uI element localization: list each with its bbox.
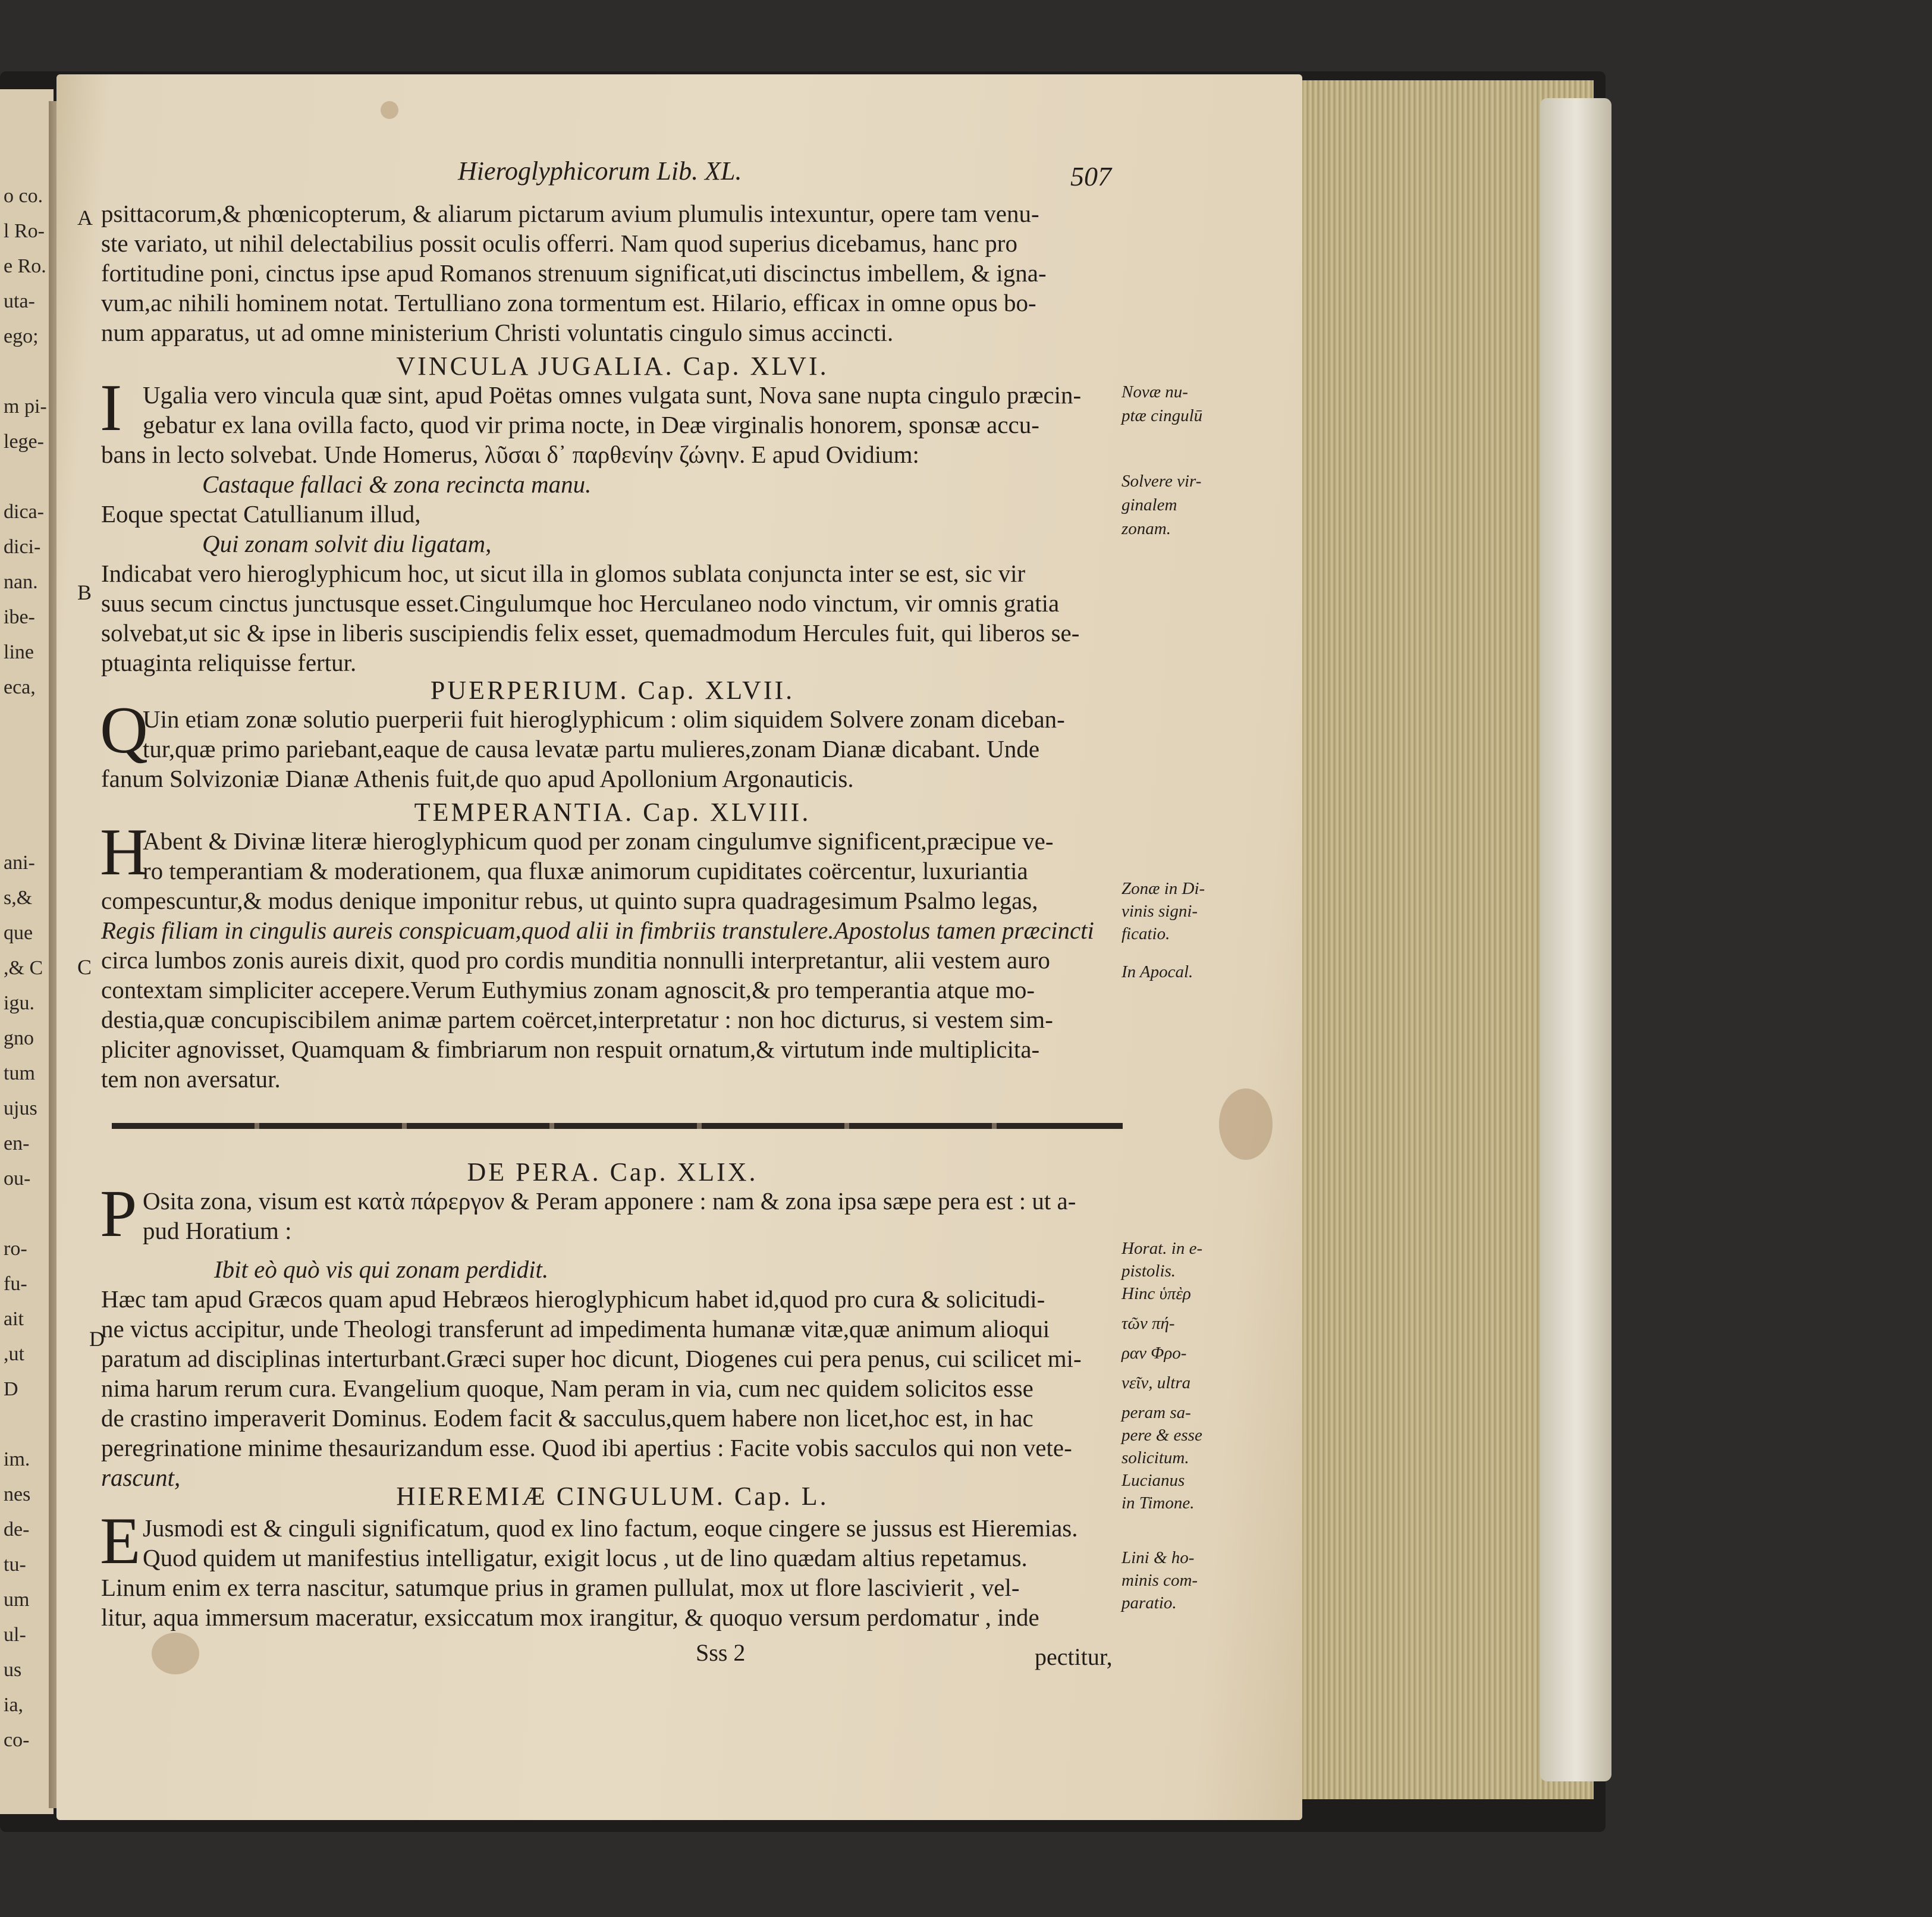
left-fragment-line: ait	[4, 1308, 24, 1330]
left-fragment-line	[4, 775, 45, 810]
chapter-text-line: destia,quæ concupiscibilem animæ partem coërcet,interpretatur : non hoc dicturus, si vestem sim-	[101, 1006, 1053, 1033]
margin-note: ptæ cingulū	[1121, 406, 1203, 425]
chapter-text-line: Quod quidem ut manifestius intelligatur, exigit locus , ut de lino quædam altius repetamus.	[143, 1544, 1028, 1571]
chapter-heading: PUERPERIUM. Cap. XLVII.	[430, 676, 795, 705]
margin-note: minis com-	[1121, 1571, 1198, 1590]
margin-note: paratio.	[1121, 1593, 1177, 1612]
margin-note: in Timone.	[1121, 1494, 1195, 1513]
left-fragment-line: ibe-	[4, 606, 35, 628]
intro-line: fortitudine poni, cinctus ipse apud Romanos strenuum significat,uti discinctus imbellem, & igna-	[101, 259, 1047, 287]
intro-line: num apparatus, ut ad omne ministerium Christi voluntatis cingulo simus accincti.	[101, 319, 894, 346]
left-page-fragments	[4, 178, 45, 1758]
chapter-text-line: Abent & Divinæ literæ hieroglyphicum quod per zonam cingulumve significent,præcipue ve-	[143, 827, 1054, 855]
chapter-text-line: suus secum cinctus junctusque esset.Cingulumque hoc Herculaneo nodo vinctum, vir omnis gratia	[101, 589, 1060, 617]
left-fragment-line: um	[4, 1589, 30, 1611]
section-letter: A	[77, 206, 93, 230]
left-fragment-line: dica-	[4, 501, 44, 523]
left-fragment-line: nan.	[4, 571, 38, 593]
chapter-text-line: pud Horatium :	[143, 1217, 292, 1244]
left-fragment-line: tum	[4, 1062, 35, 1084]
section-letter: D	[89, 1327, 105, 1351]
margin-note: ficatio.	[1121, 924, 1170, 943]
chapter-heading: HIEREMIÆ CINGULUM. Cap. L.	[396, 1482, 829, 1511]
left-fragment-line: us	[4, 1659, 22, 1681]
left-fragment-line: ego;	[4, 325, 39, 347]
left-fragment-line: o co.	[4, 185, 43, 207]
left-fragment-line: gno	[4, 1027, 34, 1049]
left-fragment-line: ul-	[4, 1624, 26, 1646]
chapter-text-line: Ibit eò quò vis qui zonam perdidit.	[214, 1256, 549, 1283]
catchword: pectitur,	[1035, 1643, 1113, 1670]
drop-capital: Q	[100, 694, 148, 767]
margin-note: solicitum.	[1121, 1448, 1189, 1467]
chapter-text-line: Hæc tam apud Græcos quam apud Hebræos hieroglyphicum habet id,quod pro cura & solicitudi-	[101, 1285, 1045, 1313]
chapter-text-line: Eoque spectat Catullianum illud,	[101, 500, 421, 528]
margin-note: Horat. in e-	[1121, 1239, 1203, 1258]
margin-note: Zonæ in Di-	[1121, 879, 1205, 898]
left-fragment-line: line	[4, 641, 34, 663]
chapter-heading: VINCULA JUGALIA. Cap. XLVI.	[396, 352, 829, 381]
left-fragment-line: m pi-	[4, 396, 47, 418]
left-fragment-line: ro-	[4, 1238, 27, 1260]
chapter-text-line: Regis filiam in cingulis aureis conspicuam,quod alii in fimbriis transtulere.Apostolus tamen præcincti	[101, 917, 1094, 944]
left-fragment-line: dici-	[4, 536, 41, 558]
left-fragment-line	[4, 1196, 45, 1231]
margin-note: Lini & ho-	[1121, 1548, 1195, 1567]
left-fragment-line: de-	[4, 1518, 30, 1540]
chapter-text-line: gebatur ex lana ovilla facto, quod vir prima nocte, in Deæ virginalis honorem, sponsæ accu-	[143, 411, 1039, 438]
left-fragment-line: l Ro-	[4, 220, 45, 242]
left-fragment-line: que	[4, 922, 33, 944]
left-fragment-line	[4, 810, 45, 845]
chapter-text-line: Uin etiam zonæ solutio puerperii fuit hieroglyphicum : olim siquidem Solvere zonam diceban-	[143, 705, 1065, 733]
chapter-text-line: Qui zonam solvit diu ligatam,	[202, 530, 492, 557]
left-fragment-line	[4, 459, 45, 494]
left-fragment-line: D	[4, 1378, 18, 1400]
chapter-text-line: peregrinatione minime thesaurizandum esse. Quod ibi apertius : Facite vobis sacculos qui non vete-	[101, 1434, 1072, 1461]
chapter-text-line: Linum enim ex terra nascitur, satumque prius in gramen pullulat, mox ut flore lascivierit , vel-	[101, 1574, 1020, 1601]
chapter-text-line: compescuntur,& modus denique imponitur rebus, ut quinto supra quadragesimum Psalmo legas,	[101, 887, 1038, 914]
chapter-text-line: paratum ad disciplinas interturbant.Græci super hoc dicunt, Diogenes cui pera penus, cui scilicet mi-	[101, 1345, 1082, 1372]
chapter-text-line: contextam simpliciter accepere.Verum Euthymius zonam agnoscit,& pro temperantia atque mo-	[101, 976, 1035, 1003]
foxing-stain	[1219, 1088, 1273, 1160]
left-fragment-line: tu-	[4, 1554, 26, 1576]
section-letter: B	[77, 581, 92, 604]
chapter-text-line: nima harum rerum cura. Evangelium quoque, Nam peram in via, cum nec quidem solicitos esse	[101, 1375, 1033, 1402]
drop-capital: E	[100, 1504, 141, 1578]
chapter-text-line: de crastino imperaverit Dominus. Eodem facit & sacculus,quem habere non licet,hoc est, in hac	[101, 1404, 1033, 1432]
margin-note: vinis signi-	[1121, 902, 1198, 921]
margin-note: ραν Φρο-	[1121, 1344, 1187, 1363]
foxing-stain	[381, 101, 398, 119]
margin-note: νεῖν, ultra	[1121, 1373, 1191, 1392]
chapter-text-line: ro temperantiam & moderationem, qua fluxæ animorum cupiditates coërcentur, luxuriantia	[143, 857, 1028, 884]
chapter-text-line: pliciter agnovisset, Quamquam & fimbriarum non respuit ornatum,& virtutum inde multiplicita-	[101, 1036, 1040, 1063]
chapter-text-line: Jusmodi est & cinguli significatum, quod ex lino factum, eoque cingere se jussus est Hieremias.	[143, 1514, 1078, 1542]
chapter-text-line: tur,quæ primo pariebant,eaque de causa levatæ partu mulieres,zonam Dianæ dicabant. Unde	[143, 735, 1040, 763]
margin-note: τῶν πή-	[1121, 1314, 1175, 1333]
intro-line: vum,ac nihili hominem notat. Tertulliano zona tormentum est. Hilario, efficax in omne opus bo-	[101, 289, 1036, 316]
signature-mark: Sss 2	[696, 1639, 746, 1666]
chapter-text-line: Indicabat vero hieroglyphicum hoc, ut sicut illa in glomos sublata conjuncta inter se est, sic vir	[101, 560, 1026, 587]
chapter-text-line: bans in lecto solvebat. Unde Homerus, λῦσαι δ᾽ παρθενίην ζώνην. E apud Ovidium:	[101, 441, 919, 468]
chapter-text-line: solvebat,ut sic & ipse in liberis suscipiendis felix esset, quemadmodum Hercules fuit, qui liberos se-	[101, 619, 1080, 647]
margin-note: In Apocal.	[1121, 962, 1193, 981]
intro-line: psittacorum,& phœnicopterum, & aliarum pictarum avium plumulis intexuntur, opere tam venu-	[101, 200, 1039, 227]
left-fragment-line: e Ro.	[4, 255, 46, 277]
intro-line: ste variato, ut nihil delectabilius possit oculis offerri. Nam quod superius dicebamus, hanc pro	[101, 230, 1017, 257]
chapter-heading: TEMPERANTIA. Cap. XLVIII.	[414, 798, 811, 827]
left-fragment-line	[4, 354, 45, 389]
vellum-cover-edge	[1540, 98, 1611, 1781]
margin-note: ginalem	[1121, 495, 1177, 514]
chapter-text-line: fanum Solvizoniæ Dianæ Athenis fuit,de quo apud Apollonium Argonauticis.	[101, 765, 854, 792]
chapter-heading: DE PERA. Cap. XLIX.	[467, 1157, 758, 1187]
left-fragment-line: ,ut	[4, 1343, 24, 1365]
running-head: Hieroglyphicorum Lib. XL.	[458, 156, 742, 186]
chapter-text-line: Castaque fallaci & zona recincta manu.	[202, 470, 592, 498]
margin-note: Solvere vir-	[1121, 472, 1202, 491]
margin-note: zonam.	[1121, 519, 1171, 538]
left-fragment-line: eca,	[4, 676, 36, 698]
drop-capital: H	[100, 815, 148, 889]
left-fragment-line: nes	[4, 1483, 31, 1505]
chapter-text-line: Ugalia vero vincula quæ sint, apud Poëtas omnes vulgata sunt, Nova sane nupta cingulo præcin-	[143, 381, 1082, 409]
chapter-text-line: Osita zona, visum est κατὰ πάρεργον & Peram apponere : nam & zona ipsa sæpe pera est : ut a-	[143, 1187, 1076, 1215]
margin-note: Hinc ὑπὲρ	[1121, 1284, 1191, 1303]
foxing-stain	[152, 1633, 199, 1674]
drop-capital: I	[100, 371, 122, 445]
page-number: 507	[1070, 161, 1111, 192]
chapter-text-line: ptuaginta reliquisse fertur.	[101, 649, 357, 676]
section-letter: C	[77, 955, 92, 979]
margin-note: peram sa-	[1121, 1403, 1191, 1422]
left-fragment-line	[4, 1407, 45, 1442]
left-fragment-line: fu-	[4, 1273, 27, 1295]
left-fragment-line: co-	[4, 1729, 30, 1751]
chapter-text-line: circa lumbos zonis aureis dixit, quod pro cordis munditia nonnulli interpretantur, alii vestem auro	[101, 946, 1050, 974]
left-fragment-line: ou-	[4, 1168, 31, 1190]
left-fragment-line: ani-	[4, 852, 35, 874]
drop-capital: P	[100, 1177, 137, 1251]
left-fragment-line: lege-	[4, 431, 44, 453]
left-fragment-line: en-	[4, 1132, 30, 1154]
left-fragment-line	[4, 705, 45, 740]
chapter-text-line: tem non aversatur.	[101, 1065, 281, 1093]
margin-note: pere & esse	[1121, 1426, 1202, 1445]
left-fragment-line: igu.	[4, 992, 34, 1014]
chapter-text-line: litur, aqua immersum maceratur, exsiccatum mox irangitur, & quoquo versum perdomatur , inde	[101, 1604, 1039, 1631]
margin-note: pistolis.	[1121, 1262, 1176, 1281]
decorative-rule	[112, 1123, 1123, 1129]
left-fragment-line: ia,	[4, 1694, 24, 1716]
left-fragment-line: ujus	[4, 1097, 37, 1119]
left-fragment-line	[4, 740, 45, 775]
margin-note: Novæ nu-	[1121, 382, 1188, 401]
chapter-text-line: rascunt,	[101, 1464, 181, 1491]
left-fragment-line: im.	[4, 1448, 30, 1470]
margin-note: Lucianus	[1121, 1471, 1185, 1490]
chapter-text-line: ne victus accipitur, unde Theologi transferunt ad impedimenta humanæ vitæ,quæ animum alioqui	[101, 1315, 1050, 1342]
left-fragment-line: ,& C	[4, 957, 43, 979]
left-fragment-line: uta-	[4, 290, 35, 312]
left-fragment-line: s,&	[4, 887, 33, 909]
